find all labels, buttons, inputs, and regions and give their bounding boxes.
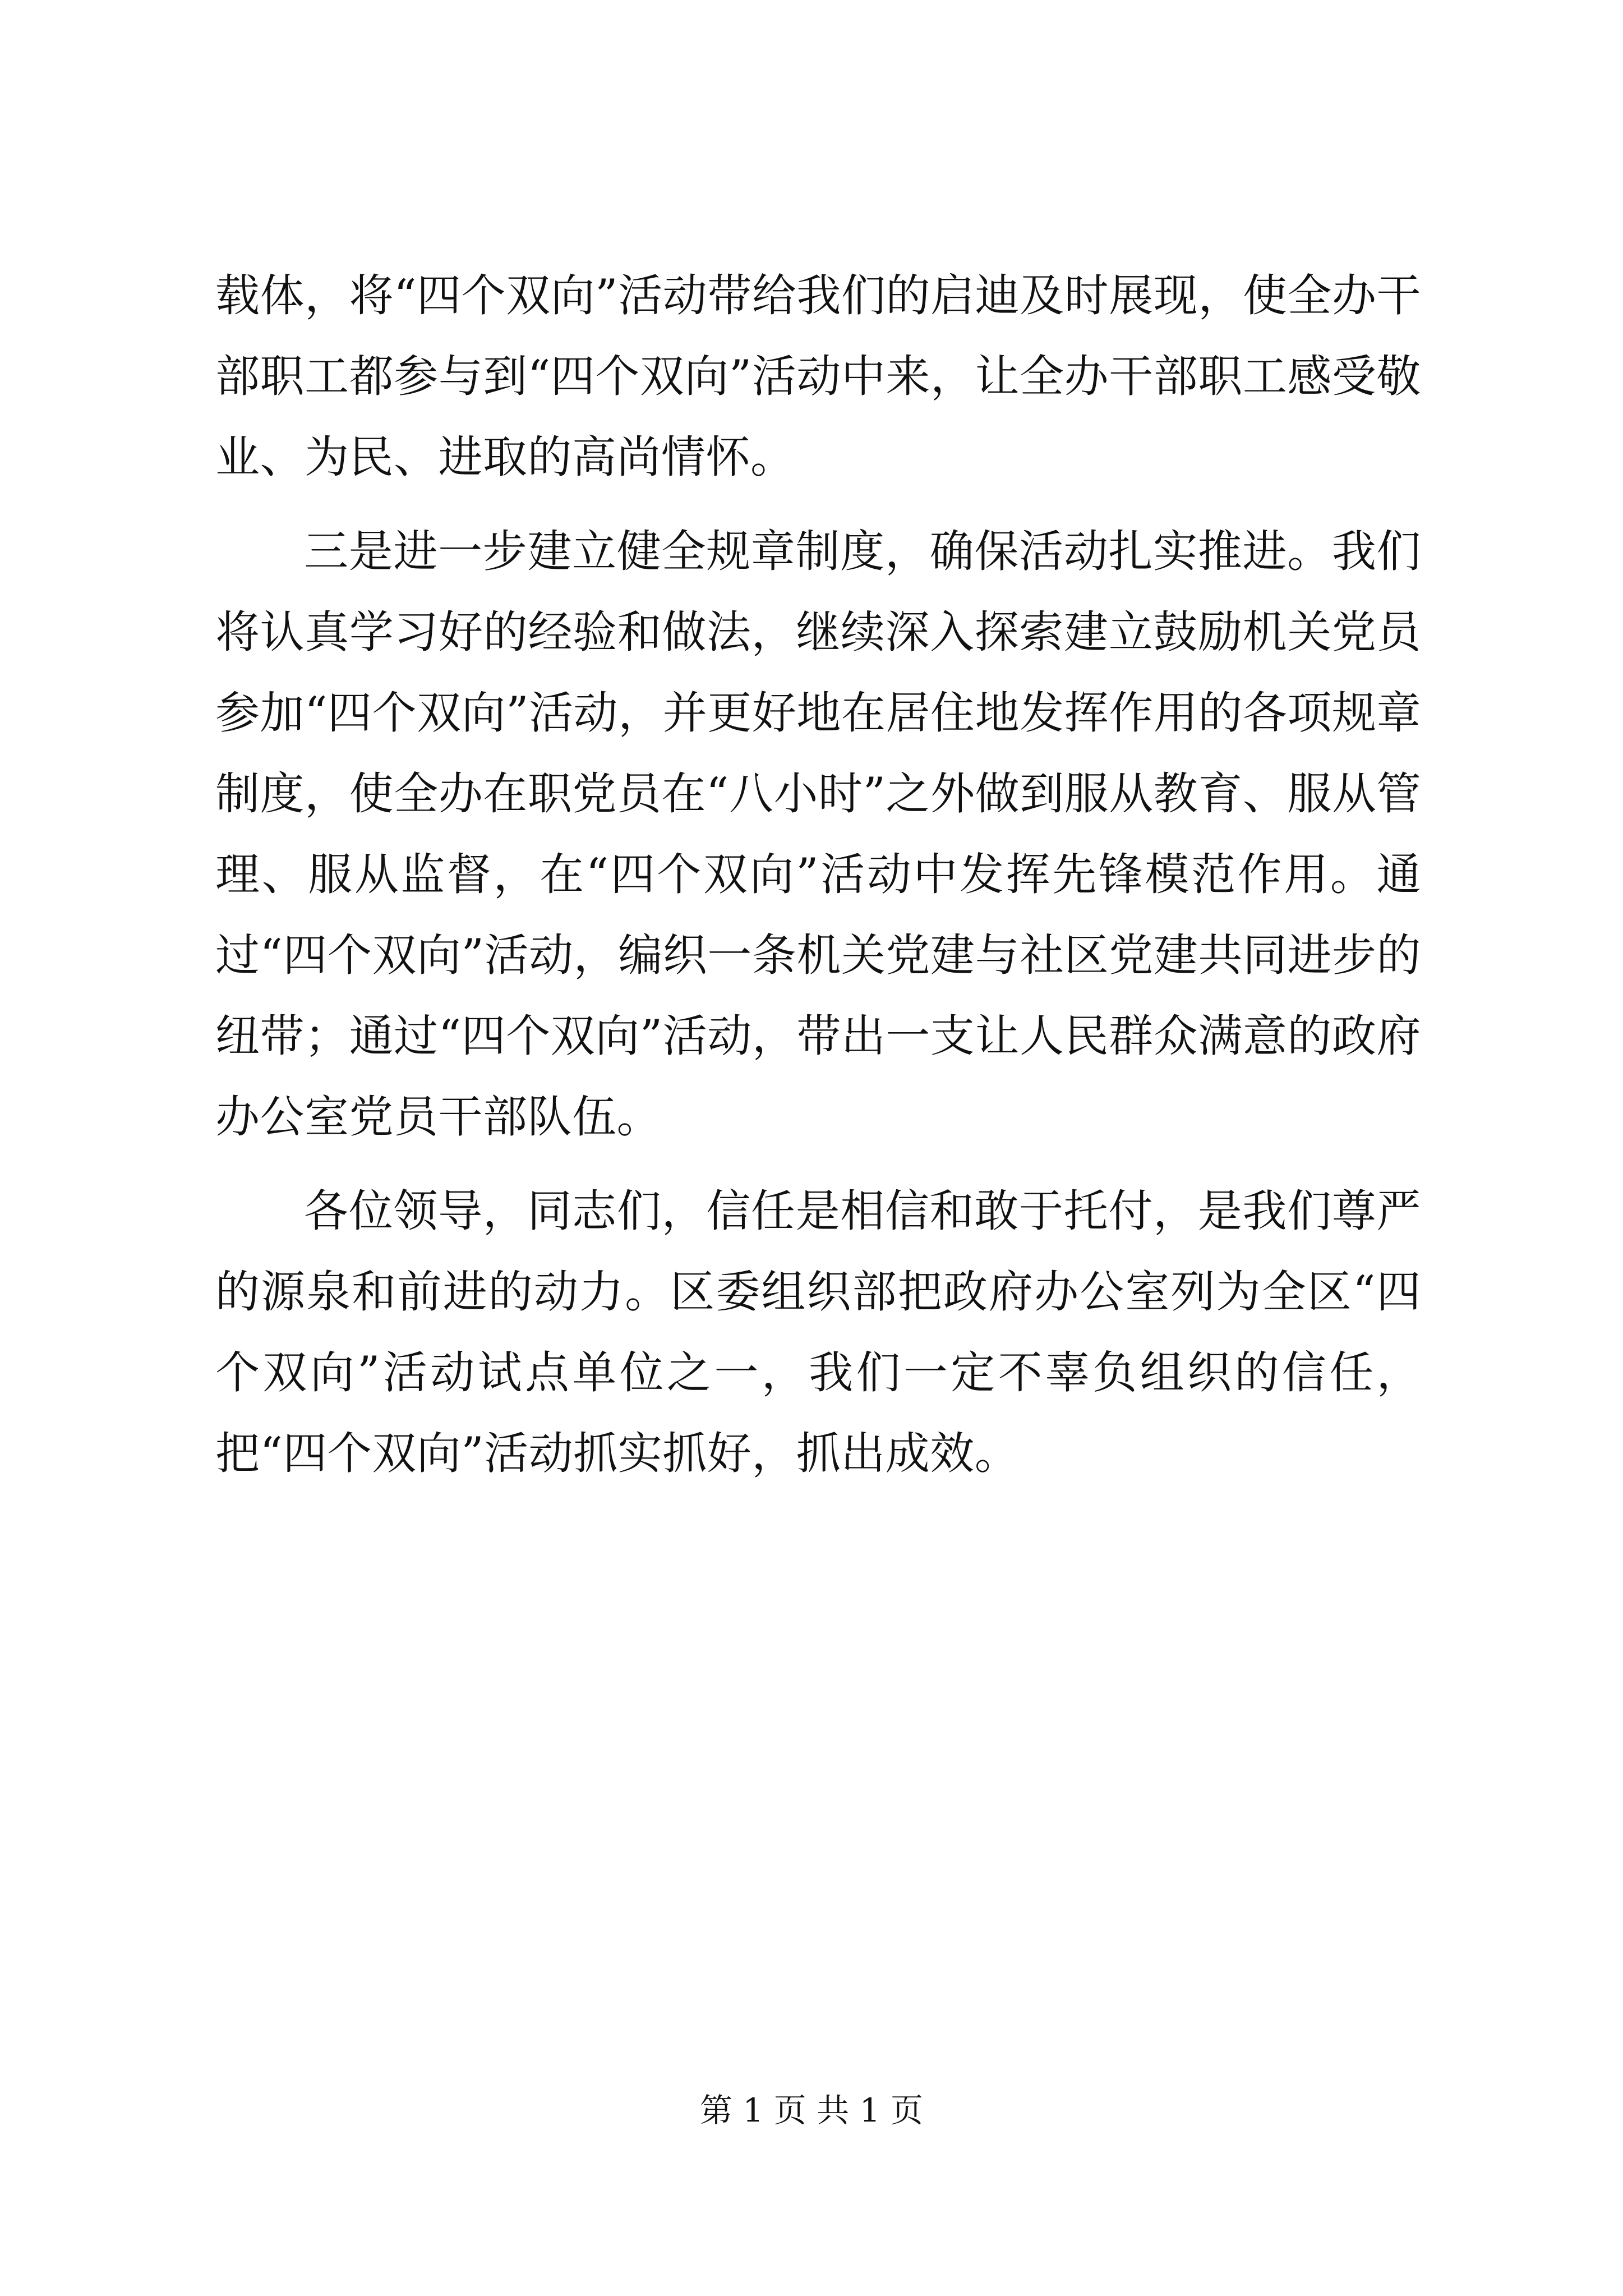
paragraph-closing: 各位领导，同志们，信任是相信和敢于托付，是我们尊严的源泉和前进的动力。区委组织部把政府办公室列为全区“四个双向”活动试点单位之一，我们一定不辜负组织的信任，把“四个双向”活动抓实抓好，抓出成效。	[215, 1185, 1421, 1479]
document-body	[215, 255, 1421, 1507]
page-number-footer: 第 1 页 共 1 页	[700, 2091, 923, 2129]
paragraph-continued: 载体，将“四个双向”活动带给我们的启迪及时展现，使全办干部职工都参与到“四个双向”活动中来，让全办干部职工感受敬业、为民、进取的高尚情怀。	[215, 270, 1421, 483]
paragraph-regulations: 三是进一步建立健全规章制度，确保活动扎实推进。我们将认真学习好的经验和做法，继续深入探索建立鼓励机关党员参加“四个双向”活动，并更好地在居住地发挥作用的各项规章制度，使全办在职党员在“八小时”之外做到服从教育、服从管理、服从监督，在“四个双向”活动中发挥先锋模范作用。通过“四个双向”活动，编织一条机关党建与社区党建共同进步的纽带；通过“四个双向”活动，带出一支让人民群众满意的政府办公室党员干部队伍。	[215, 526, 1421, 1143]
